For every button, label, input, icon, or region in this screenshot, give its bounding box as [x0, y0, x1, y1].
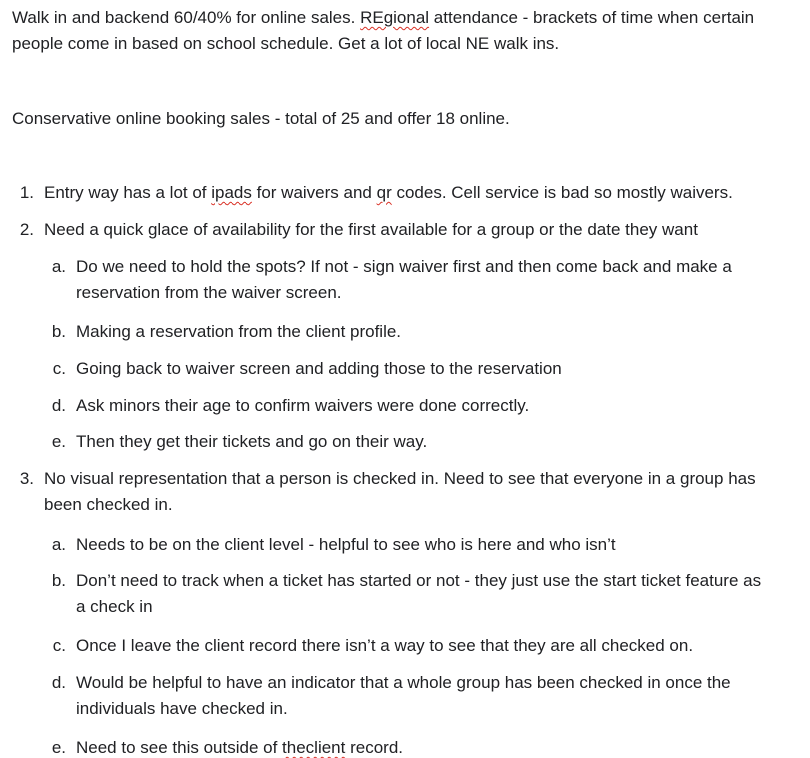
list-marker: a. [51, 535, 66, 554]
list-marker: b. [51, 571, 66, 590]
list-marker: c. [52, 636, 66, 655]
paragraph-walk-in [12, 5, 810, 57]
list-marker: a. [51, 257, 66, 276]
list-item-text: Going back to waiver screen and adding those to the reservation [76, 359, 562, 378]
list-item-text: Needs to be on the client level - helpful to see who is here and who isn’t [76, 535, 616, 554]
list-item-text: Need to see this outside of theclient record. [76, 738, 403, 757]
list-item-text: Ask minors their age to confirm waivers were done correctly. [76, 396, 530, 415]
spelling-flag[interactable]: qr [376, 183, 392, 202]
list-item-text: Making a reservation from the client profile. [76, 322, 402, 341]
list-marker: d. [51, 396, 66, 415]
paragraph-text: attendance - brackets of time when certain [429, 8, 755, 27]
paragraph-text: Conservative online booking sales - total of 25 and offer 18 online. [12, 109, 510, 128]
spelling-flag[interactable]: theclient [282, 738, 346, 757]
list-marker: d. [51, 673, 66, 692]
list-item-text: Would be helpful to have an indicator that a whole group has been checked in once the individuals have checked in. [76, 673, 731, 718]
list-item-text: Then they get their tickets and go on their way. [76, 432, 428, 451]
list-marker: b. [51, 322, 66, 341]
list-item-text: Entry way has a lot of ipads for waivers and qr codes. Cell service is bad so mostly waivers. [44, 183, 733, 202]
list-marker: e. [51, 738, 66, 757]
list-marker: 2. [19, 220, 34, 239]
spelling-flag[interactable]: REgional [360, 8, 430, 27]
paragraph-text: Walk in and backend 60/40% for online sales. [12, 8, 361, 27]
list-item-text: Don’t need to track when a ticket has started or not - they just use the start ticket feature as a check in [76, 571, 762, 616]
list-item-text: No visual representation that a person is checked in. Need to see that everyone in a group has been checked in. [44, 469, 756, 514]
list-marker: c. [52, 359, 66, 378]
list-marker: e. [51, 432, 66, 451]
list-marker: 1. [19, 183, 34, 202]
list-item-text: Need a quick glace of availability for the first available for a group or the date they want [44, 220, 698, 239]
paragraph-online-booking [12, 106, 810, 132]
list-marker: 3. [19, 469, 34, 488]
list-item-text: Once I leave the client record there isn’t a way to see that they are all checked on. [76, 636, 694, 655]
spelling-flag[interactable]: ipads [211, 183, 252, 202]
paragraph-text: people come in based on school schedule. Get a lot of local NE walk ins. [12, 34, 560, 53]
list-item-text: Do we need to hold the spots? If not - sign waiver first and then come back and make a reservation from the waiver screen. [76, 257, 732, 302]
